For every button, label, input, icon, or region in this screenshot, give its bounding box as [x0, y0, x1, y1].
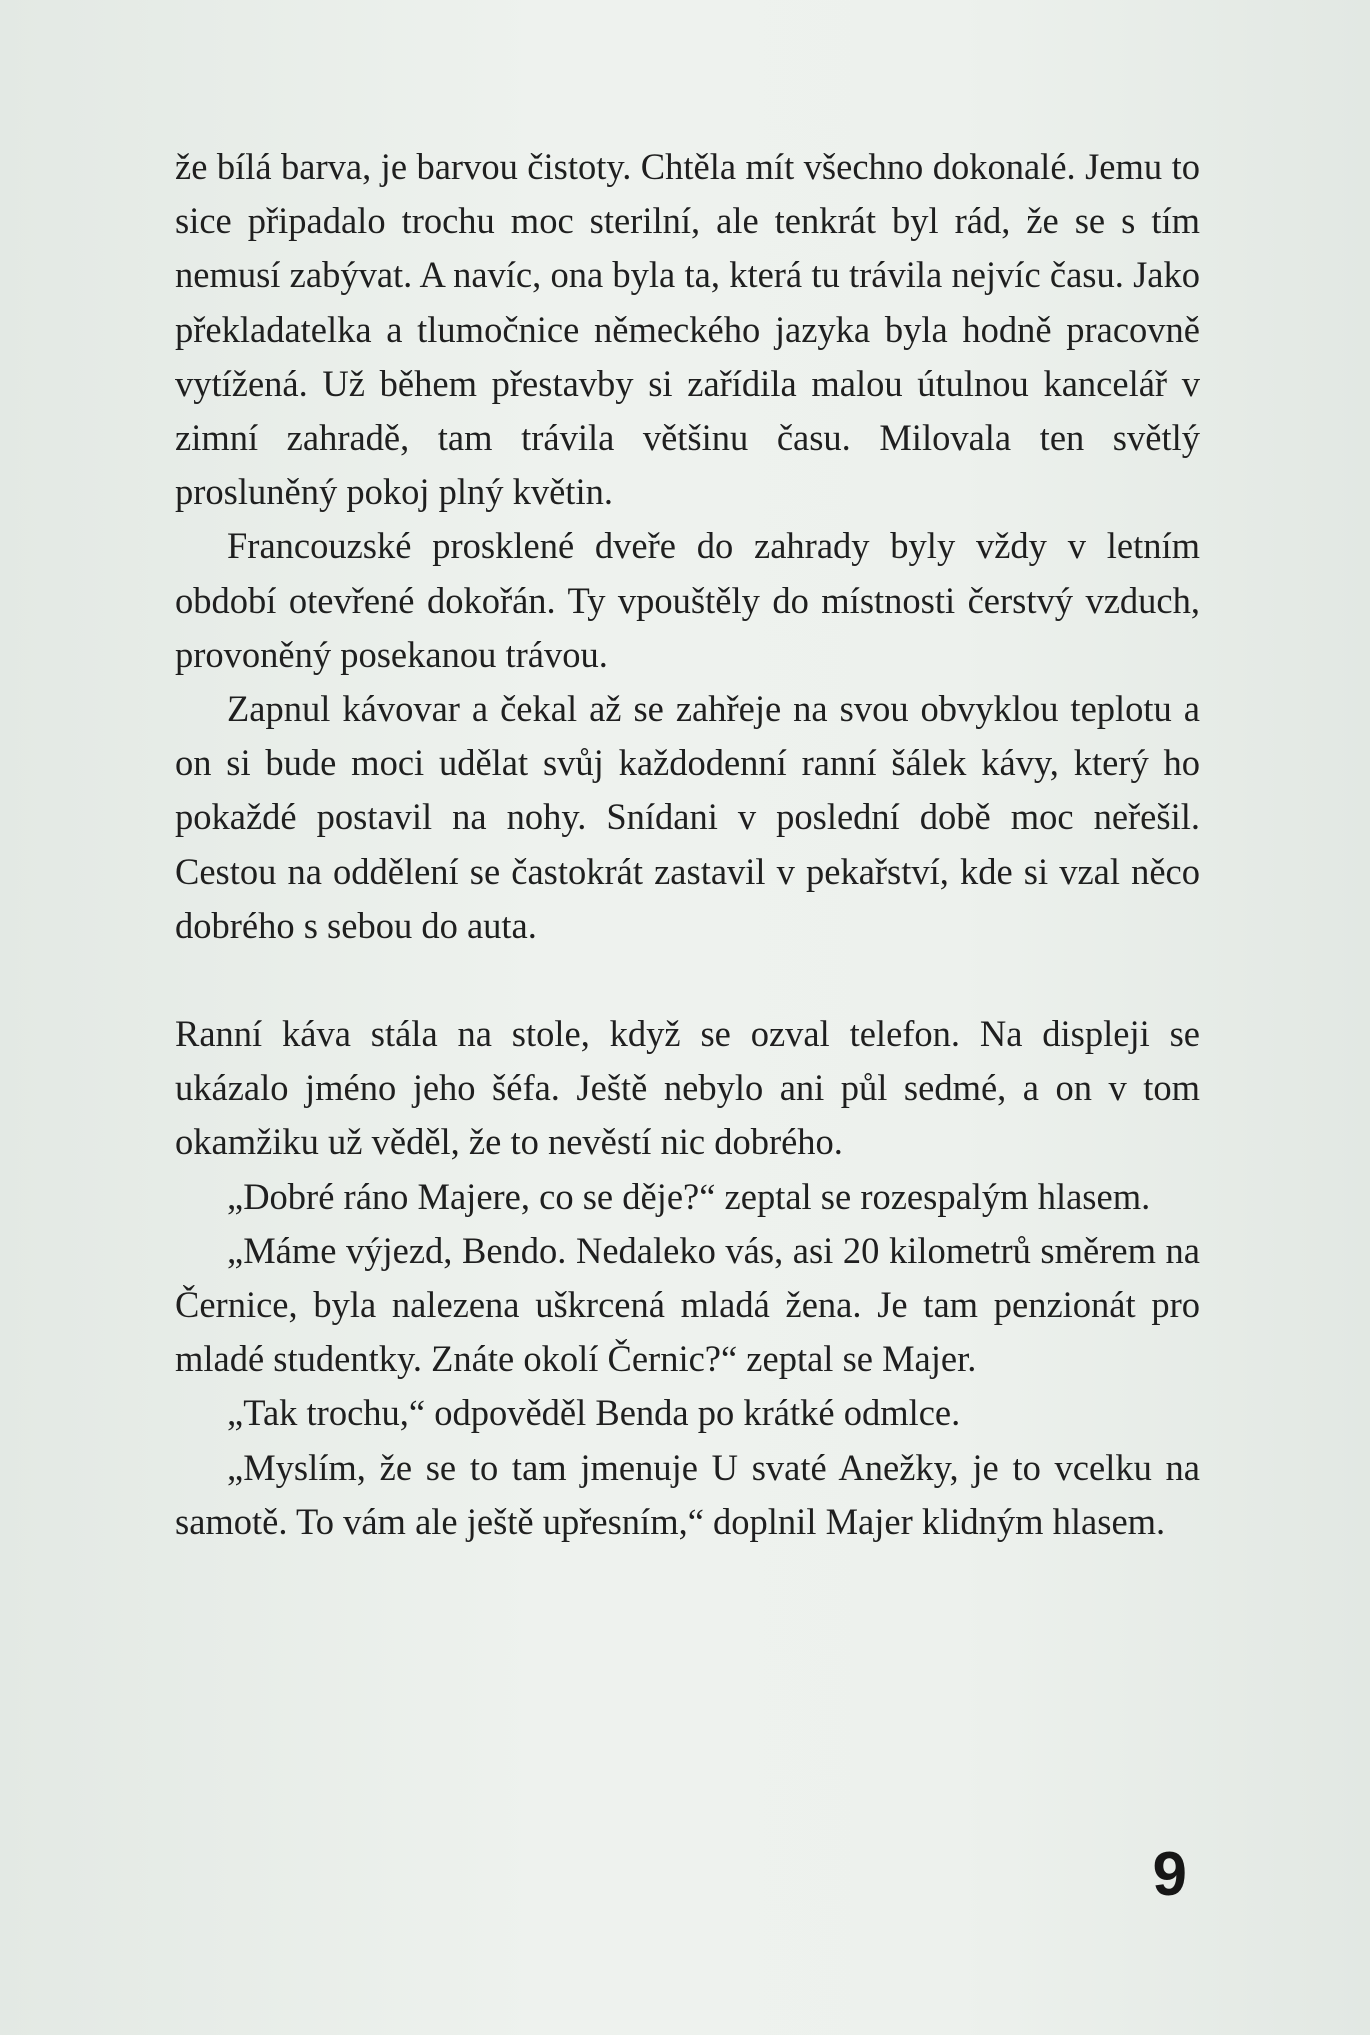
paragraph-1: že bílá barva, je barvou čistoty. Chtěla mít všechno dokonalé. Jemu to sice připadalo trochu moc sterilní, ale tenkrát byl rád, že se s tím nemusí zabývat. A navíc, ona byla ta, která tu trávila nejvíc času. Jako překladatelka a tlumočnice německého jazyka byla hodně pracovně vytížená. Už během přestavby si zařídila malou útulnou kancelář v zimní zahradě, tam trávila většinu času. Milovala ten světlý prosluněný pokoj plný květin.: [175, 146, 1200, 513]
paragraph-4: Ranní káva stála na stole, když se ozval telefon. Na displeji se ukázalo jméno jeho šéfa. Ještě nebylo ani půl sedmé, a on v tom okamžiku už věděl, že to nevěstí nic dobrého.: [175, 1013, 1200, 1163]
paragraph-6: „Máme výjezd, Bendo. Nedaleko vás, asi 20 kilometrů směrem na Černice, byla nalezena uškrcená mladá žena. Je tam penzionát pro mladé studentky. Znáte okolí Černic?“ zeptal se Majer.: [175, 1229, 1200, 1380]
paragraph-7: „Tak trochu,“ odpověděl Benda po krátké odmlce.: [227, 1392, 961, 1434]
paragraph-5: „Dobré ráno Majere, co se děje?“ zeptal se rozespalým hlasem.: [227, 1175, 1151, 1217]
paragraph-8: „Myslím, že se to tam jmenuje U svaté Anežky, je to vcelku na samotě. To vám ale ještě upřesním,“ doplnil Majer klidným hlasem.: [175, 1446, 1200, 1542]
paragraph-2: Francouzské prosklené dveře do zahrady byly vždy v letním období otevřené dokořán. Ty vpouštěly do místnosti čerstvý vzduch, provoněný posekanou trávou.: [175, 525, 1200, 675]
paragraph-3: Zapnul kávovar a čekal až se zahřeje na svou obvyklou teplotu a on si bude moci udělat svůj každodenní ranní šálek kávy, který ho pokaždé postavil na nohy. Snídani v poslední době moc neřešil. Cestou na oddělení se častokrát zastavil v pekařství, kde si vzal něco dobrého s sebou do auta.: [175, 688, 1200, 946]
page-number: 9: [1152, 1840, 1187, 1909]
page-text: [175, 140, 1200, 1549]
